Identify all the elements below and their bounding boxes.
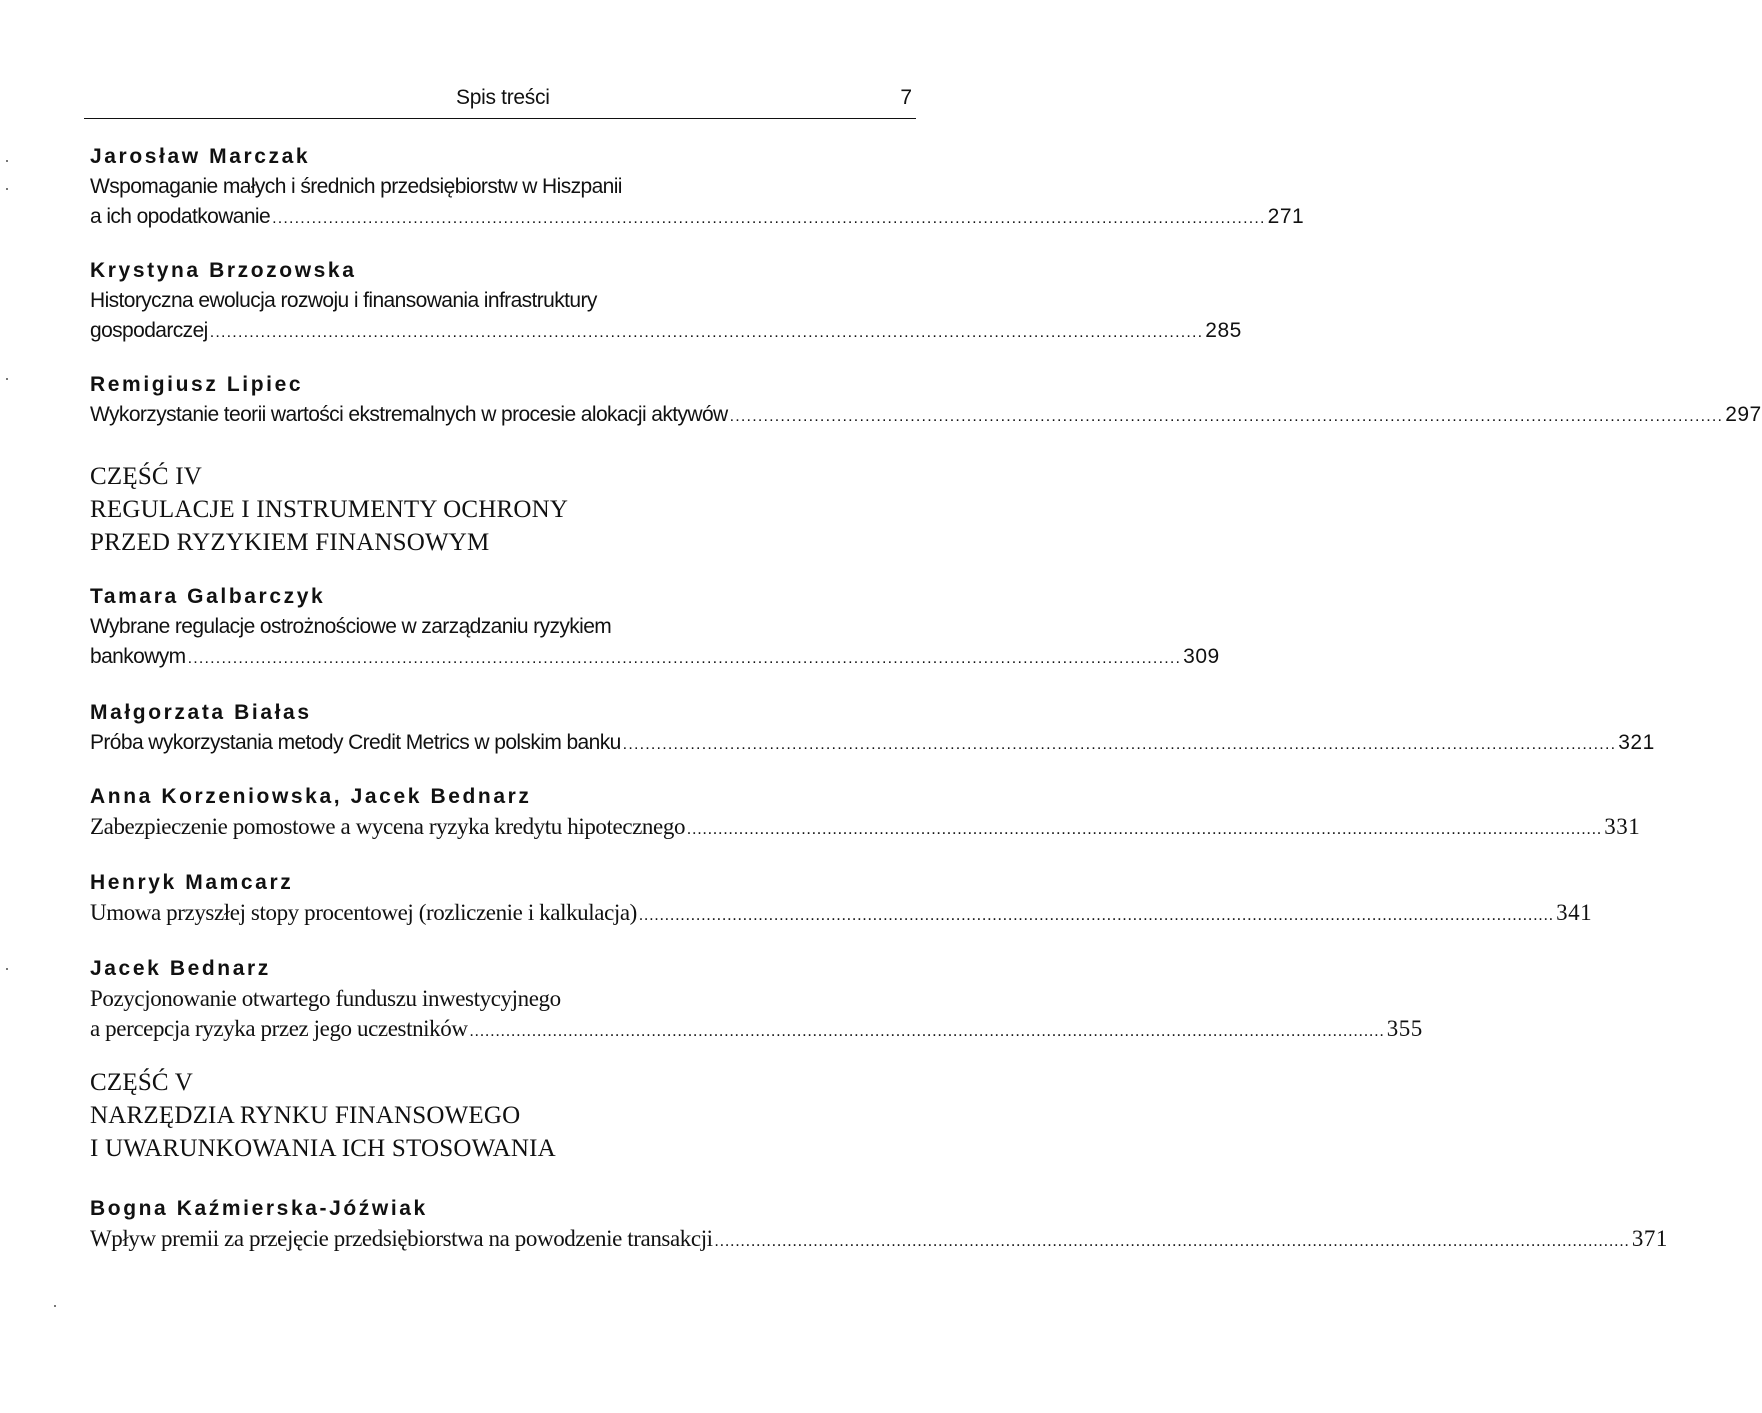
toc-entry-brzozowska[interactable] (90, 256, 1242, 346)
running-header-title: Spis treści (456, 86, 550, 109)
scan-speck (6, 378, 8, 380)
dot-leader: ................................................................................................................................................................................ (729, 408, 1724, 425)
entry-author: Anna Korzeniowska, Jacek Bednarz (90, 785, 532, 808)
entry-title-last-line (90, 898, 1593, 928)
part-heading-v (90, 1066, 916, 1165)
entry-title-line: Historyczna ewolucja rozwoju i finansowania infrastruktury (90, 289, 597, 312)
entry-author: Tamara Galbarczyk (90, 585, 326, 608)
toc-entry-mamcarz[interactable] (90, 868, 1593, 928)
entry-title-text: a percepcja ryzyka przez jego uczestników (90, 1016, 468, 1041)
page-number: 7 (900, 86, 912, 109)
part-title-line: NARZĘDZIA RYNKU FINANSOWEGO (90, 1102, 521, 1129)
entry-author: Henryk Mamcarz (90, 871, 294, 894)
entry-page-number: 331 (1604, 814, 1641, 839)
toc-entry-kazmierska-jozwiak[interactable] (90, 1194, 1668, 1254)
entry-page-number: 309 (1183, 645, 1220, 668)
part-number: CZĘŚĆ V (90, 1069, 194, 1096)
entry-title-line: Wspomaganie małych i średnich przedsiębiorstw w Hiszpanii (90, 175, 622, 198)
entry-title-text: Wykorzystanie teorii wartości ekstremalnych w procesie alokacji aktywów (90, 403, 728, 426)
entry-page-number: 371 (1631, 1226, 1668, 1251)
entry-page-number: 297 (1725, 403, 1762, 426)
entry-author: Małgorzata Białas (90, 701, 312, 724)
dot-leader: ................................................................................................................................................................................ (714, 1233, 1630, 1250)
entry-page-number: 341 (1556, 900, 1593, 925)
entry-page-number: 285 (1205, 319, 1242, 342)
entry-title-text: gospodarczej (90, 319, 208, 342)
part-number: CZĘŚĆ IV (90, 463, 203, 490)
dot-leader: ................................................................................................................................................................................ (187, 650, 1182, 667)
entry-author: Bogna Kaźmierska-Jóźwiak (90, 1197, 428, 1220)
entry-page-number: 271 (1267, 205, 1305, 228)
scan-speck (6, 160, 8, 162)
entry-title-text: Wpływ premii za przejęcie przedsiębiorstwa na powodzenie transakcji (90, 1226, 713, 1251)
entry-title-text: a ich opodatkowanie (90, 205, 271, 228)
entry-page-number: 321 (1618, 731, 1655, 754)
entry-author: Remigiusz Lipiec (90, 373, 304, 396)
part-title-line: I UWARUNKOWANIA ICH STOSOWANIA (90, 1135, 556, 1162)
entry-title-line: Wybrane regulacje ostrożnościowe w zarządzaniu ryzykiem (90, 615, 612, 638)
scan-speck (6, 968, 8, 970)
entry-title-last-line (90, 1224, 1668, 1254)
scan-speck (54, 1305, 56, 1307)
toc-entry-bialas[interactable] (90, 698, 1655, 758)
toc-entry-lipiec[interactable] (90, 370, 1762, 430)
part-heading-iv (90, 460, 916, 559)
dot-leader: ................................................................................................................................................................................ (469, 1023, 1385, 1040)
dot-leader: ................................................................................................................................................................................ (209, 324, 1204, 341)
entry-title-text: Próba wykorzystania metody Credit Metrics w polskim banku (90, 731, 621, 754)
entry-title-last-line (90, 642, 1220, 672)
entry-title-last-line (90, 202, 1305, 232)
entry-author: Jacek Bednarz (90, 957, 271, 980)
dot-leader: ................................................................................................................................................................................ (622, 736, 1617, 753)
running-header (84, 84, 916, 119)
scan-speck (6, 188, 8, 190)
entry-title-text: bankowym (90, 645, 186, 668)
entry-title-text: Umowa przyszłej stopy procentowej (rozliczenie i kalkulacja) (90, 900, 637, 925)
entry-title-last-line (90, 1014, 1423, 1044)
toc-entry-galbarczyk[interactable] (90, 582, 1220, 672)
dot-leader: ................................................................................................................................................................................ (638, 907, 1555, 924)
entry-title-last-line (90, 316, 1242, 346)
entry-title-last-line (90, 812, 1641, 842)
entry-title-line: Pozycjonowanie otwartego funduszu inwestycyjnego (90, 986, 561, 1011)
entry-title-last-line (90, 728, 1655, 758)
toc-entry-marczak[interactable] (90, 142, 1305, 232)
entry-page-number: 355 (1386, 1016, 1423, 1041)
part-title-line: PRZED RYZYKIEM FINANSOWYM (90, 529, 490, 556)
toc-entry-bednarz[interactable] (90, 954, 1423, 1044)
dot-leader: ................................................................................................................................................................................ (687, 821, 1603, 838)
entry-title-text: Zabezpieczenie pomostowe a wycena ryzyka kredytu hipotecznego (90, 814, 686, 839)
entry-author: Jarosław Marczak (90, 145, 311, 168)
dot-leader: ................................................................................................................................................................................ (272, 210, 1266, 227)
part-title-line: REGULACJE I INSTRUMENTY OCHRONY (90, 496, 569, 523)
entry-author: Krystyna Brzozowska (90, 259, 357, 282)
toc-entry-korzeniowska-bednarz[interactable] (90, 782, 1641, 842)
entry-title-last-line (90, 400, 1762, 430)
